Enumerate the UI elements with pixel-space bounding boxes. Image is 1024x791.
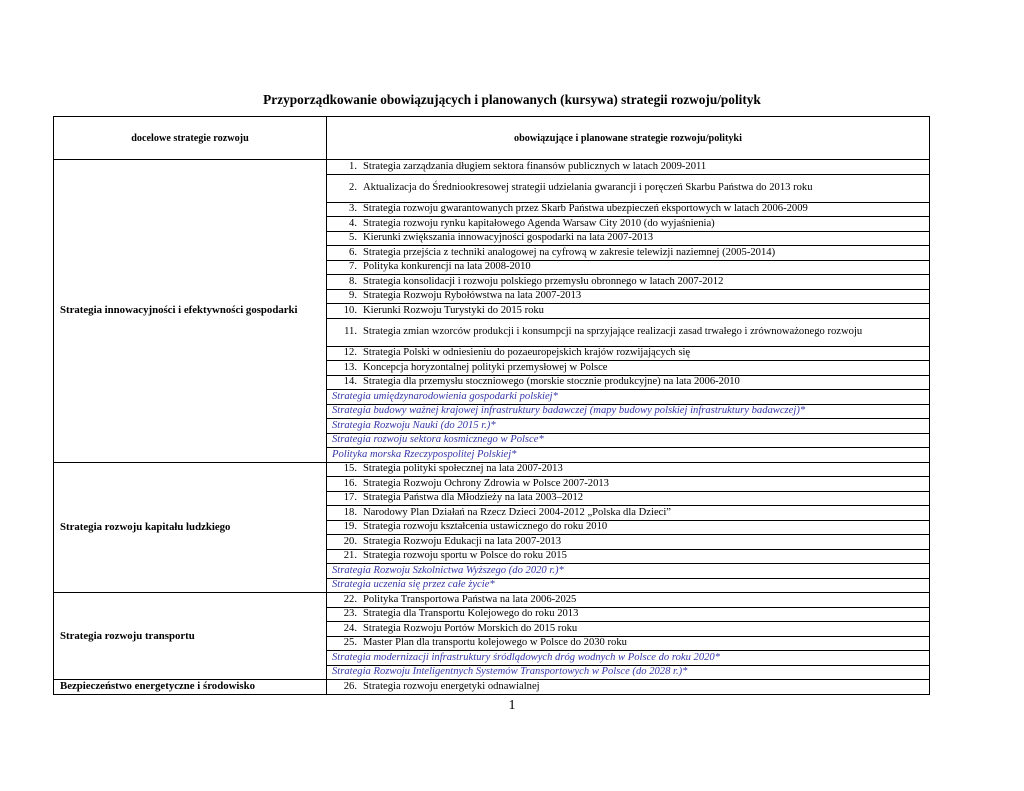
strategy-item — [327, 231, 929, 246]
strategy-item — [327, 275, 929, 290]
item-number: 5. — [349, 232, 357, 243]
item-text: Strategia rozwoju rynku kapitałowego Agenda Warsaw City 2010 (do wyjaśnienia) — [363, 217, 715, 229]
item-number: 25. — [343, 637, 357, 648]
strategy-list — [327, 160, 929, 462]
strategy-item — [327, 202, 929, 217]
strategy-list-cell — [327, 680, 930, 695]
planned-strategy-item: Strategia uczenia się przez całe życie* — [332, 579, 495, 590]
strategy-item — [327, 607, 929, 622]
item-text: Kierunki Rozwoju Turystyki do 2015 roku — [363, 304, 544, 316]
item-text: Polityka konkurencji na lata 2008-2010 — [363, 261, 531, 272]
header-left: docelowe strategie rozwoju — [54, 117, 327, 160]
item-text: Narodowy Plan Działań na Rzecz Dzieci 2004-2012 „Polska dla Dzieci” — [363, 506, 671, 518]
strategy-item — [327, 549, 929, 564]
item-number: 16. — [343, 477, 357, 489]
item-text: Kierunki zwiększania innowacyjności gospodarki na lata 2007-2013 — [363, 232, 654, 243]
strategy-item — [327, 246, 929, 261]
item-number: 11. — [344, 325, 357, 337]
strategy-item — [327, 346, 929, 361]
item-number: 24. — [343, 622, 357, 634]
strategy-item — [327, 491, 929, 506]
item-number: 6. — [349, 246, 357, 258]
planned-strategy-item: Strategia umiędzynarodowienia gospodarki polskiej* — [327, 390, 929, 405]
item-text: Strategia polityki społecznej na lata 2007-2013 — [363, 463, 563, 474]
target-strategy-name: Strategia rozwoju transportu — [54, 593, 327, 680]
strategy-item — [327, 622, 929, 637]
item-text: Koncepcja horyzontalnej polityki przemysłowej w Polsce — [363, 361, 608, 373]
strategy-item — [327, 593, 929, 607]
target-strategy-name: Strategia innowacyjności i efektywności gospodarki — [54, 160, 327, 463]
strategy-list — [327, 593, 929, 679]
item-number: 2. — [349, 181, 357, 193]
item-text: Strategia zarządzania długiem sektora finansów publicznych w latach 2009-2011 — [363, 160, 707, 172]
planned-strategy-item: Strategia rozwoju sektora kosmicznego w Polsce* — [327, 433, 929, 448]
strategy-item — [327, 260, 929, 275]
strategy-list — [327, 680, 929, 694]
item-number: 3. — [349, 203, 357, 214]
planned-strategy-item: Strategia modernizacji infrastruktury śródlądowych dróg wodnych w Polsce do roku 2020* — [327, 651, 929, 666]
strategy-item — [327, 160, 929, 174]
item-number: 4. — [349, 217, 357, 229]
strategy-item — [327, 318, 929, 346]
item-text: Strategia dla Transportu Kolejowego do roku 2013 — [363, 608, 579, 619]
strategy-list-cell — [327, 593, 930, 680]
item-text: Strategia konsolidacji i rozwoju polskiego przemysłu obronnego w latach 2007-2012 — [363, 275, 724, 287]
item-number: 15. — [343, 463, 357, 474]
planned-strategy-item: Strategia Rozwoju Szkolnictwa Wyższego (do 2020 r.)* — [327, 564, 929, 579]
item-number: 9. — [349, 290, 357, 301]
strategy-item — [327, 520, 929, 535]
planned-strategy-item: Strategia budowy ważnej krajowej infrastruktury badawczej (mapy budowy polskiej infrastruktury badawczej)* — [327, 404, 929, 419]
strategy-item — [327, 304, 929, 319]
planned-strategy-item: Polityka morska Rzeczypospolitej Polskiej* — [332, 448, 517, 460]
item-text: Strategia rozwoju sportu w Polsce do roku 2015 — [363, 550, 567, 561]
item-number: 12. — [343, 347, 357, 358]
strategy-item — [327, 477, 929, 492]
item-number: 20. — [343, 535, 357, 547]
item-text: Strategia rozwoju energetyki odnawialnej — [363, 680, 540, 692]
strategy-item — [327, 535, 929, 550]
item-text: Strategia Rozwoju Edukacji na lata 2007-2013 — [363, 535, 561, 547]
item-number: 26. — [343, 680, 357, 692]
strategy-item — [327, 217, 929, 232]
item-text: Strategia rozwoju gwarantowanych przez Skarb Państwa ubezpieczeń eksportowych w latach 2006-2009 — [363, 203, 808, 214]
strategy-item — [327, 680, 929, 694]
page-title: Przyporządkowanie obowiązujących i planowanych (kursywa) strategii rozwoju/polityk — [263, 92, 761, 107]
item-number: 13. — [343, 361, 357, 373]
strategy-item — [327, 463, 929, 477]
strategy-table — [53, 116, 930, 695]
item-text: Strategia przejścia z techniki analogowej na cyfrową w zakresie telewizji naziemnej (2005-2014) — [363, 246, 776, 258]
item-number: 14. — [343, 376, 357, 387]
target-strategy-name: Strategia rozwoju kapitału ludzkiego — [54, 462, 327, 593]
strategy-item — [327, 289, 929, 304]
group-row — [54, 593, 930, 680]
strategy-item — [327, 361, 929, 376]
item-number: 22. — [343, 593, 357, 605]
group-row — [54, 160, 930, 463]
item-text: Strategia Rozwoju Rybołówstwa na lata 2007-2013 — [363, 290, 582, 301]
item-number: 10. — [343, 304, 357, 316]
item-text: Aktualizacja do Średniookresowej strategii udzielania gwarancji i poręczeń Skarbu Państwa do 2013 roku — [363, 181, 813, 193]
group-row — [54, 462, 930, 593]
item-number: 18. — [343, 506, 357, 518]
planned-strategy-item: Strategia Rozwoju Inteligentnych Systemów Transportowych w Polsce (do 2028 r.)* — [332, 666, 688, 677]
item-text: Strategia Państwa dla Młodzieży na lata 2003–2012 — [363, 492, 584, 503]
target-strategy-name: Bezpieczeństwo energetyczne i środowisko — [54, 680, 327, 695]
strategy-list — [327, 463, 929, 593]
item-text: Strategia dla przemysłu stoczniowego (morskie stocznie produkcyjne) na lata 2006-2010 — [363, 376, 740, 387]
strategy-list-cell — [327, 462, 930, 593]
item-text: Strategia rozwoju kształcenia ustawicznego do roku 2010 — [363, 521, 608, 532]
strategy-item — [327, 506, 929, 521]
item-text: Polityka Transportowa Państwa na lata 2006-2025 — [363, 593, 577, 605]
item-text: Strategia Polski w odniesieniu do pozaeuropejskich krajów rozwijających się — [363, 347, 691, 358]
item-number: 19. — [343, 521, 357, 532]
strategy-list-cell — [327, 160, 930, 463]
item-text: Strategia Rozwoju Ochrony Zdrowia w Polsce 2007-2013 — [363, 477, 609, 489]
strategy-item — [327, 174, 929, 202]
item-number: 23. — [343, 608, 357, 619]
header-right: obowiązujące i planowane strategie rozwoju/polityki — [327, 117, 930, 160]
item-number: 21. — [343, 550, 357, 561]
item-text: Master Plan dla transportu kolejowego w Polsce do 2030 roku — [363, 637, 627, 648]
item-number: 8. — [349, 275, 357, 287]
strategy-item — [327, 636, 929, 651]
item-text: Strategia zmian wzorców produkcji i konsumpcji na sprzyjające realizacji zasad trwałego i zrównoważonego rozwoju — [363, 325, 863, 337]
strategy-item — [327, 375, 929, 390]
page-number: 1 — [508, 698, 516, 713]
group-row — [54, 680, 930, 695]
item-number: 1. — [349, 160, 357, 172]
item-text: Strategia Rozwoju Portów Morskich do 2015 roku — [363, 622, 578, 634]
item-number: 7. — [349, 261, 357, 272]
planned-strategy-item: Strategia Rozwoju Nauki (do 2015 r.)* — [327, 419, 929, 434]
item-number: 17. — [343, 492, 357, 503]
